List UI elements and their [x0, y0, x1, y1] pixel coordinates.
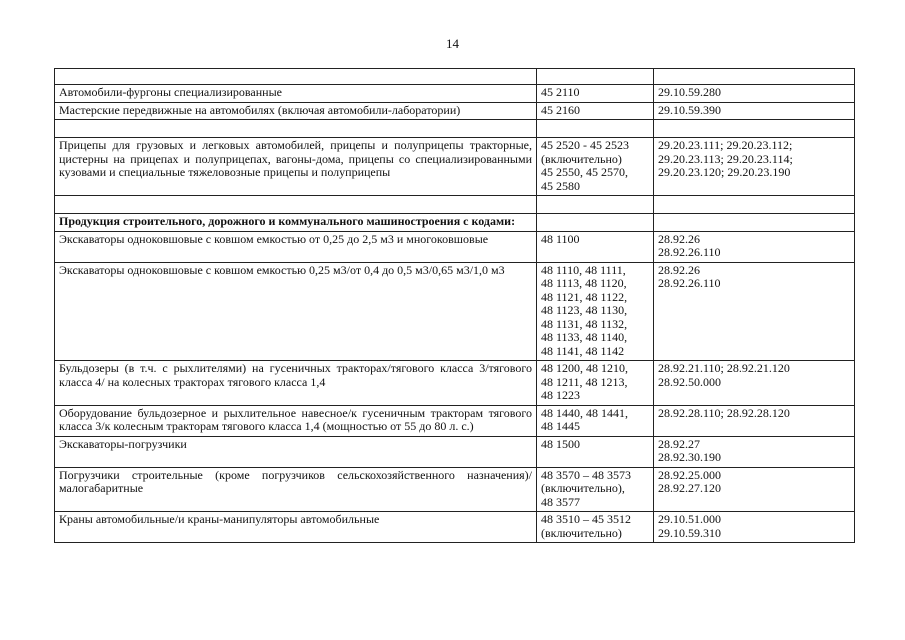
section-row	[55, 214, 855, 232]
codes-table	[54, 68, 855, 543]
product-name-cell: Экскаваторы одноковшовые с ковшом емкостью 0,25 м3/от 0,4 до 0,5 м3/0,65 м3/1,0 м3	[55, 262, 537, 361]
okpd2-code-cell: 28.92.21.110; 28.92.21.120 28.92.50.000	[654, 361, 855, 406]
product-name-cell: Оборудование бульдозерное и рыхлительное навесное/к гусеничным тракторам тягового класса 3/к колесным тракторам тягового класса 1,4 (мощностью от 55 до 80 л. с.)	[55, 405, 537, 436]
okp-code-cell: 48 1100	[537, 231, 654, 262]
table-row	[55, 196, 855, 214]
okp-code-cell: 48 3570 – 48 3573 (включительно), 48 3577	[537, 467, 654, 512]
okp-code-cell: 45 2110	[537, 85, 654, 103]
table-cell	[654, 69, 855, 85]
table-row	[55, 262, 855, 361]
table-row	[55, 361, 855, 406]
table-row	[55, 436, 855, 467]
table-cell	[55, 69, 537, 85]
okp-code-cell: 48 1500	[537, 436, 654, 467]
okpd2-code-cell: 29.20.23.111; 29.20.23.112; 29.20.23.113; 29.20.23.114; 29.20.23.120; 29.20.23.190	[654, 138, 855, 196]
product-name-cell: Экскаваторы одноковшовые с ковшом емкостью от 0,25 до 2,5 м3 и многоковшовые	[55, 231, 537, 262]
product-name-cell: Автомобили-фургоны специализированные	[55, 85, 537, 103]
table-cell	[654, 120, 855, 138]
product-name-cell: Прицепы для грузовых и легковых автомобилей, прицепы и полуприцепы тракторные, цистерны на прицепах и полуприцепах, вагоны-дома, прицепы со специализированными кузовами и специальные тяжеловозные прицепы и полуприцепы	[55, 138, 537, 196]
product-name-cell: Мастерские передвижные на автомобилях (включая автомобили-лаборатории)	[55, 102, 537, 120]
table-row	[55, 512, 855, 543]
page-number: 14	[446, 36, 459, 51]
product-name-cell: Краны автомобильные/и краны-манипуляторы автомобильные	[55, 512, 537, 543]
okpd2-code-cell: 29.10.59.390	[654, 102, 855, 120]
okp-code-cell: 48 1110, 48 1111, 48 1113, 48 1120, 48 1121, 48 1122, 48 1123, 48 1130, 48 1131, 48 1132, 48 1133, 48 1140, 48 1141, 48 1142	[537, 262, 654, 361]
okp-code-cell: 45 2160	[537, 102, 654, 120]
okpd2-code-cell: 28.92.25.000 28.92.27.120	[654, 467, 855, 512]
okp-code-cell: 48 1440, 48 1441, 48 1445	[537, 405, 654, 436]
table-row	[55, 69, 855, 85]
table-row	[55, 85, 855, 103]
table-cell	[55, 120, 537, 138]
section-heading: Продукция строительного, дорожного и коммунального машиностроения с кодами:	[55, 214, 537, 232]
table-cell	[654, 196, 855, 214]
product-name-cell: Экскаваторы-погрузчики	[55, 436, 537, 467]
okp-code-cell: 45 2520 - 45 2523 (включительно) 45 2550, 45 2570, 45 2580	[537, 138, 654, 196]
product-name-cell: Бульдозеры (в т.ч. с рыхлителями) на гусеничных тракторах/тягового класса 3/тягового класса 4/ на колесных тракторах тягового класса 1,4	[55, 361, 537, 406]
table-row	[55, 138, 855, 196]
table-row	[55, 102, 855, 120]
table-row	[55, 120, 855, 138]
okpd2-code-cell: 29.10.51.000 29.10.59.310	[654, 512, 855, 543]
table-row	[55, 467, 855, 512]
table-cell	[537, 214, 654, 232]
table-row	[55, 231, 855, 262]
table-cell	[654, 214, 855, 232]
okpd2-code-cell: 28.92.27 28.92.30.190	[654, 436, 855, 467]
table-row	[55, 405, 855, 436]
okp-code-cell: 48 3510 – 45 3512 (включительно)	[537, 512, 654, 543]
okpd2-code-cell: 28.92.26 28.92.26.110	[654, 231, 855, 262]
table-cell	[537, 69, 654, 85]
okpd2-code-cell: 28.92.28.110; 28.92.28.120	[654, 405, 855, 436]
table-cell	[537, 120, 654, 138]
okpd2-code-cell: 28.92.26 28.92.26.110	[654, 262, 855, 361]
okpd2-code-cell: 29.10.59.280	[654, 85, 855, 103]
product-name-cell: Погрузчики строительные (кроме погрузчиков сельскохозяйственного назначения)/малогабаритные	[55, 467, 537, 512]
table-cell	[537, 196, 654, 214]
okp-code-cell: 48 1200, 48 1210, 48 1211, 48 1213, 48 1223	[537, 361, 654, 406]
table-cell	[55, 196, 537, 214]
